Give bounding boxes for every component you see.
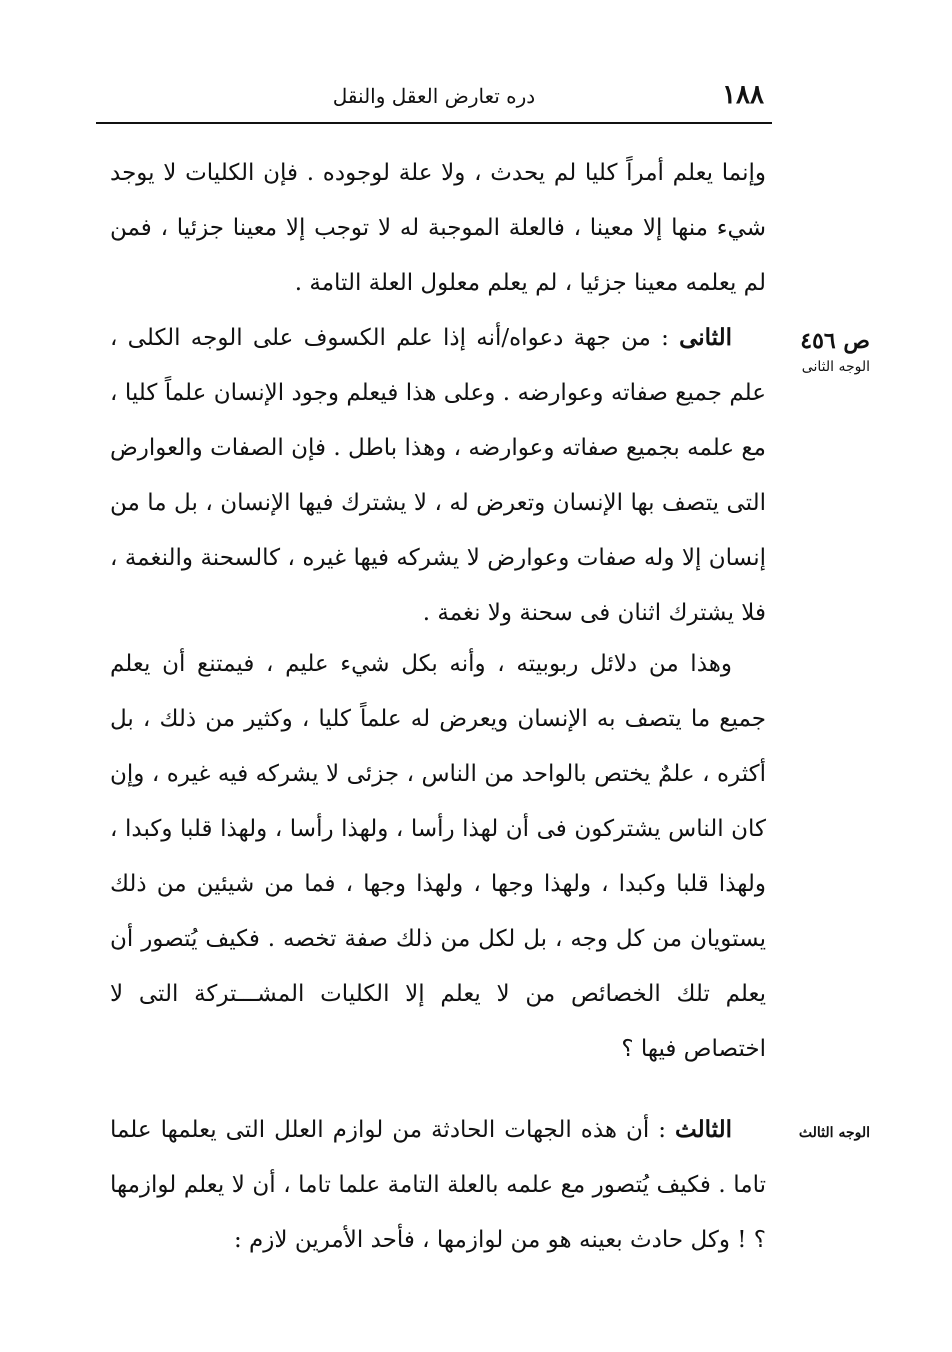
- page-header: [96, 80, 772, 124]
- paragraph-4-lead: الثالث: [675, 1116, 732, 1143]
- paragraph-2-text: : من جهة دعواه/أنه إذا علم الكسوف على الوجه الكلى ، علم جميع صفاته وعوارضه . وعلى هذا فيعلم وجود الإنسان علماً كليا ، مع علمه بجميع صفاته وعوارضه ، وهذا باطل . فإن الصفات والعوارض التى يتصف بها الإنسان وتعرض له ، لا يشترك فيها الإنسان ، بل ما من إنسان إلا وله صفات وعوارض لا يشركه فيها غيره ، كالسحنة والنغمة ، فلا يشترك اثنان فى سحنة ولا نغمة .: [110, 325, 766, 626]
- paragraph-3-text: وهذا من دلائل ربوبيته ، وأنه بكل شيء عليم ، فيمتنع أن يعلم جميع ما يتصف به الإنسان ويعرض له علماً كليا ، وكثير من ذلك ، بل أكثره ، علمٌ يختص بالواحد من الناس ، جزئى لا يشركه فيه غيره ، وإن كان الناس يشتركون فى أن لهذا رأسا ، ولهذا رأسا ، ولهذا قلبا وكبدا ، ولهذا قلبا وكبدا ، ولهذا وجها ، ولهذا وجها ، فما من شيئين من ذلك يستويان من كل وجه ، بل لكل من ذلك صفة تخصه . فكيف يُتصور أن يعلم تلك الخصائص من لا يعلم إلا الكليات المشـــتركة التى لا اختصاص فيها ؟: [110, 651, 766, 1062]
- page-number: ١٨٨: [722, 80, 764, 110]
- paragraph-1: [110, 146, 766, 311]
- margin-note-page-ref: [786, 326, 870, 378]
- margin-page-reference: ص ٤٥٦: [800, 328, 870, 354]
- running-title: دره تعارض العقل والنقل: [332, 84, 536, 108]
- paragraph-1-text: وإنما يعلم أمراً كليا لم يحدث ، ولا علة لوجوده . فإن الكليات لا يوجد شيء منها إلا معينا ، فالعلة الموجبة له لا توجب إلا معينا جزئيا ، فمن لم يعلمه معينا جزئيا ، لم يعلم معلول العلة التامة .: [110, 160, 766, 296]
- paragraph-4: [110, 1102, 766, 1268]
- paragraph-3: [110, 637, 766, 1077]
- paragraph-2-lead: الثانى: [679, 324, 732, 351]
- paragraph-2: [110, 310, 766, 641]
- margin-second-aspect: الوجه الثانى: [801, 359, 870, 375]
- paragraph-4-text: : أن هذه الجهات الحادثة من لوازم العلل التى يعلمها علما تاما . فكيف يُتصور مع علمه بالعلة التامة علما تاما ، أن لا يعلم لوازمها ؟ ! وكل حادث بعينه هو من لوازمها ، فأحد الأمرين لازم :: [110, 1117, 766, 1253]
- margin-note-third-aspect: [786, 1122, 870, 1144]
- margin-third-aspect: الوجه الثالث: [798, 1125, 870, 1141]
